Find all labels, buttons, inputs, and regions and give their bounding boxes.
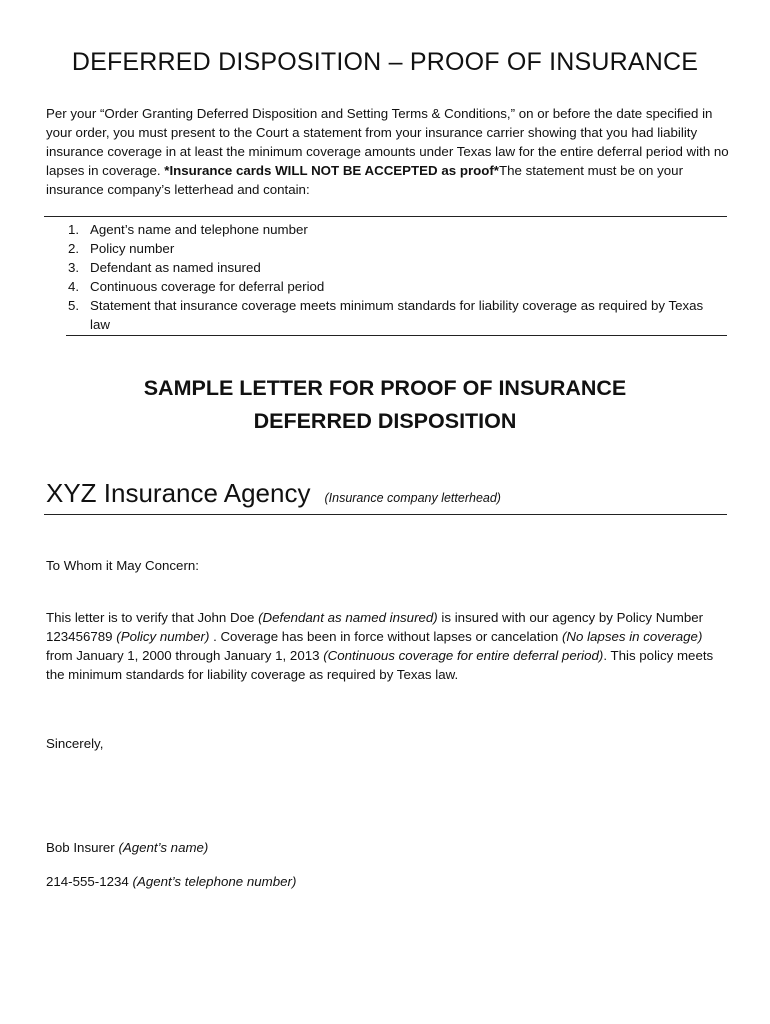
list-item [68,220,720,239]
list-item-number: 2. [68,241,80,256]
agent-name-line [46,838,208,857]
agent-name-note: (Agent’s name) [118,840,209,855]
letter-body-text: . This policy meets the minimum standards for liability coverage as required by Texas law. [46,648,714,682]
list-item-text: Defendant as named insured [90,260,261,275]
letter-body-text: This letter is to verify that John Doe [46,610,259,625]
letter-body [46,608,730,684]
list-item-number: 1. [68,222,80,237]
letter-body-note: (Continuous coverage for entire deferral period) [323,648,604,663]
agent-phone-line [46,872,296,891]
letter-body-note: (Policy number) [116,629,210,644]
sample-heading-line-2: DEFERRED DISPOSITION [253,409,517,433]
agent-name: Bob Insurer [46,840,119,855]
list-item [68,277,720,296]
list-item-text: Continuous coverage for deferral period [90,279,325,294]
list-item [68,258,720,277]
requirements-list [68,220,720,334]
sample-letter-heading [0,372,770,438]
agent-phone-note: (Agent’s telephone number) [132,874,297,889]
intro-text: Per your “Order Granting Deferred Disposition and Setting Terms & Conditions,” on or before the date specified in your order, you must present to the Court a statement from your insurance carrier showing that you had liability insurance coverage in at least the minimum coverage amounts under Texas law for the entire deferral period with no lapses in coverage. [46,106,729,178]
letter-body-text: from January 1, 2000 through January 1, 2013 [46,648,324,663]
letterhead-rule [44,514,727,515]
intro-bold-warning: *Insurance cards WILL NOT BE ACCEPTED as proof* [164,163,499,178]
list-item [68,296,720,334]
closing: Sincerely, [46,736,104,751]
intro-paragraph [46,104,730,199]
agent-phone: 214-555-1234 [46,874,133,889]
list-item-number: 5. [68,298,80,313]
list-item-text: Policy number [90,241,175,256]
list-item-text: Statement that insurance coverage meets minimum standards for liability coverage as required by Texas law [90,298,704,332]
letter-body-note: (Defendant as named insured) [258,610,438,625]
page-title: DEFERRED DISPOSITION – PROOF OF INSURANCE [71,48,699,76]
list-item [68,239,720,258]
sample-heading-line-1: SAMPLE LETTER FOR PROOF OF INSURANCE [143,376,627,400]
agency-name: XYZ Insurance Agency [46,478,311,508]
list-item-text: Agent’s name and telephone number [90,222,308,237]
list-item-number: 3. [68,260,80,275]
letter-body-text: . Coverage has been in force without lapses or cancelation [209,629,562,644]
intro-text-end: The statement must be on your insurance company’s letterhead and contain: [46,163,684,197]
salutation: To Whom it May Concern: [46,558,199,573]
requirements-top-rule [44,216,727,217]
requirements-bottom-rule [66,335,727,336]
letterhead [46,478,730,509]
list-item-number: 4. [68,279,80,294]
letterhead-note: (Insurance company letterhead) [324,491,501,505]
letter-body-text: is insured with our agency by Policy Number 123456789 [46,610,704,644]
letter-body-note: (No lapses in coverage) [561,629,703,644]
